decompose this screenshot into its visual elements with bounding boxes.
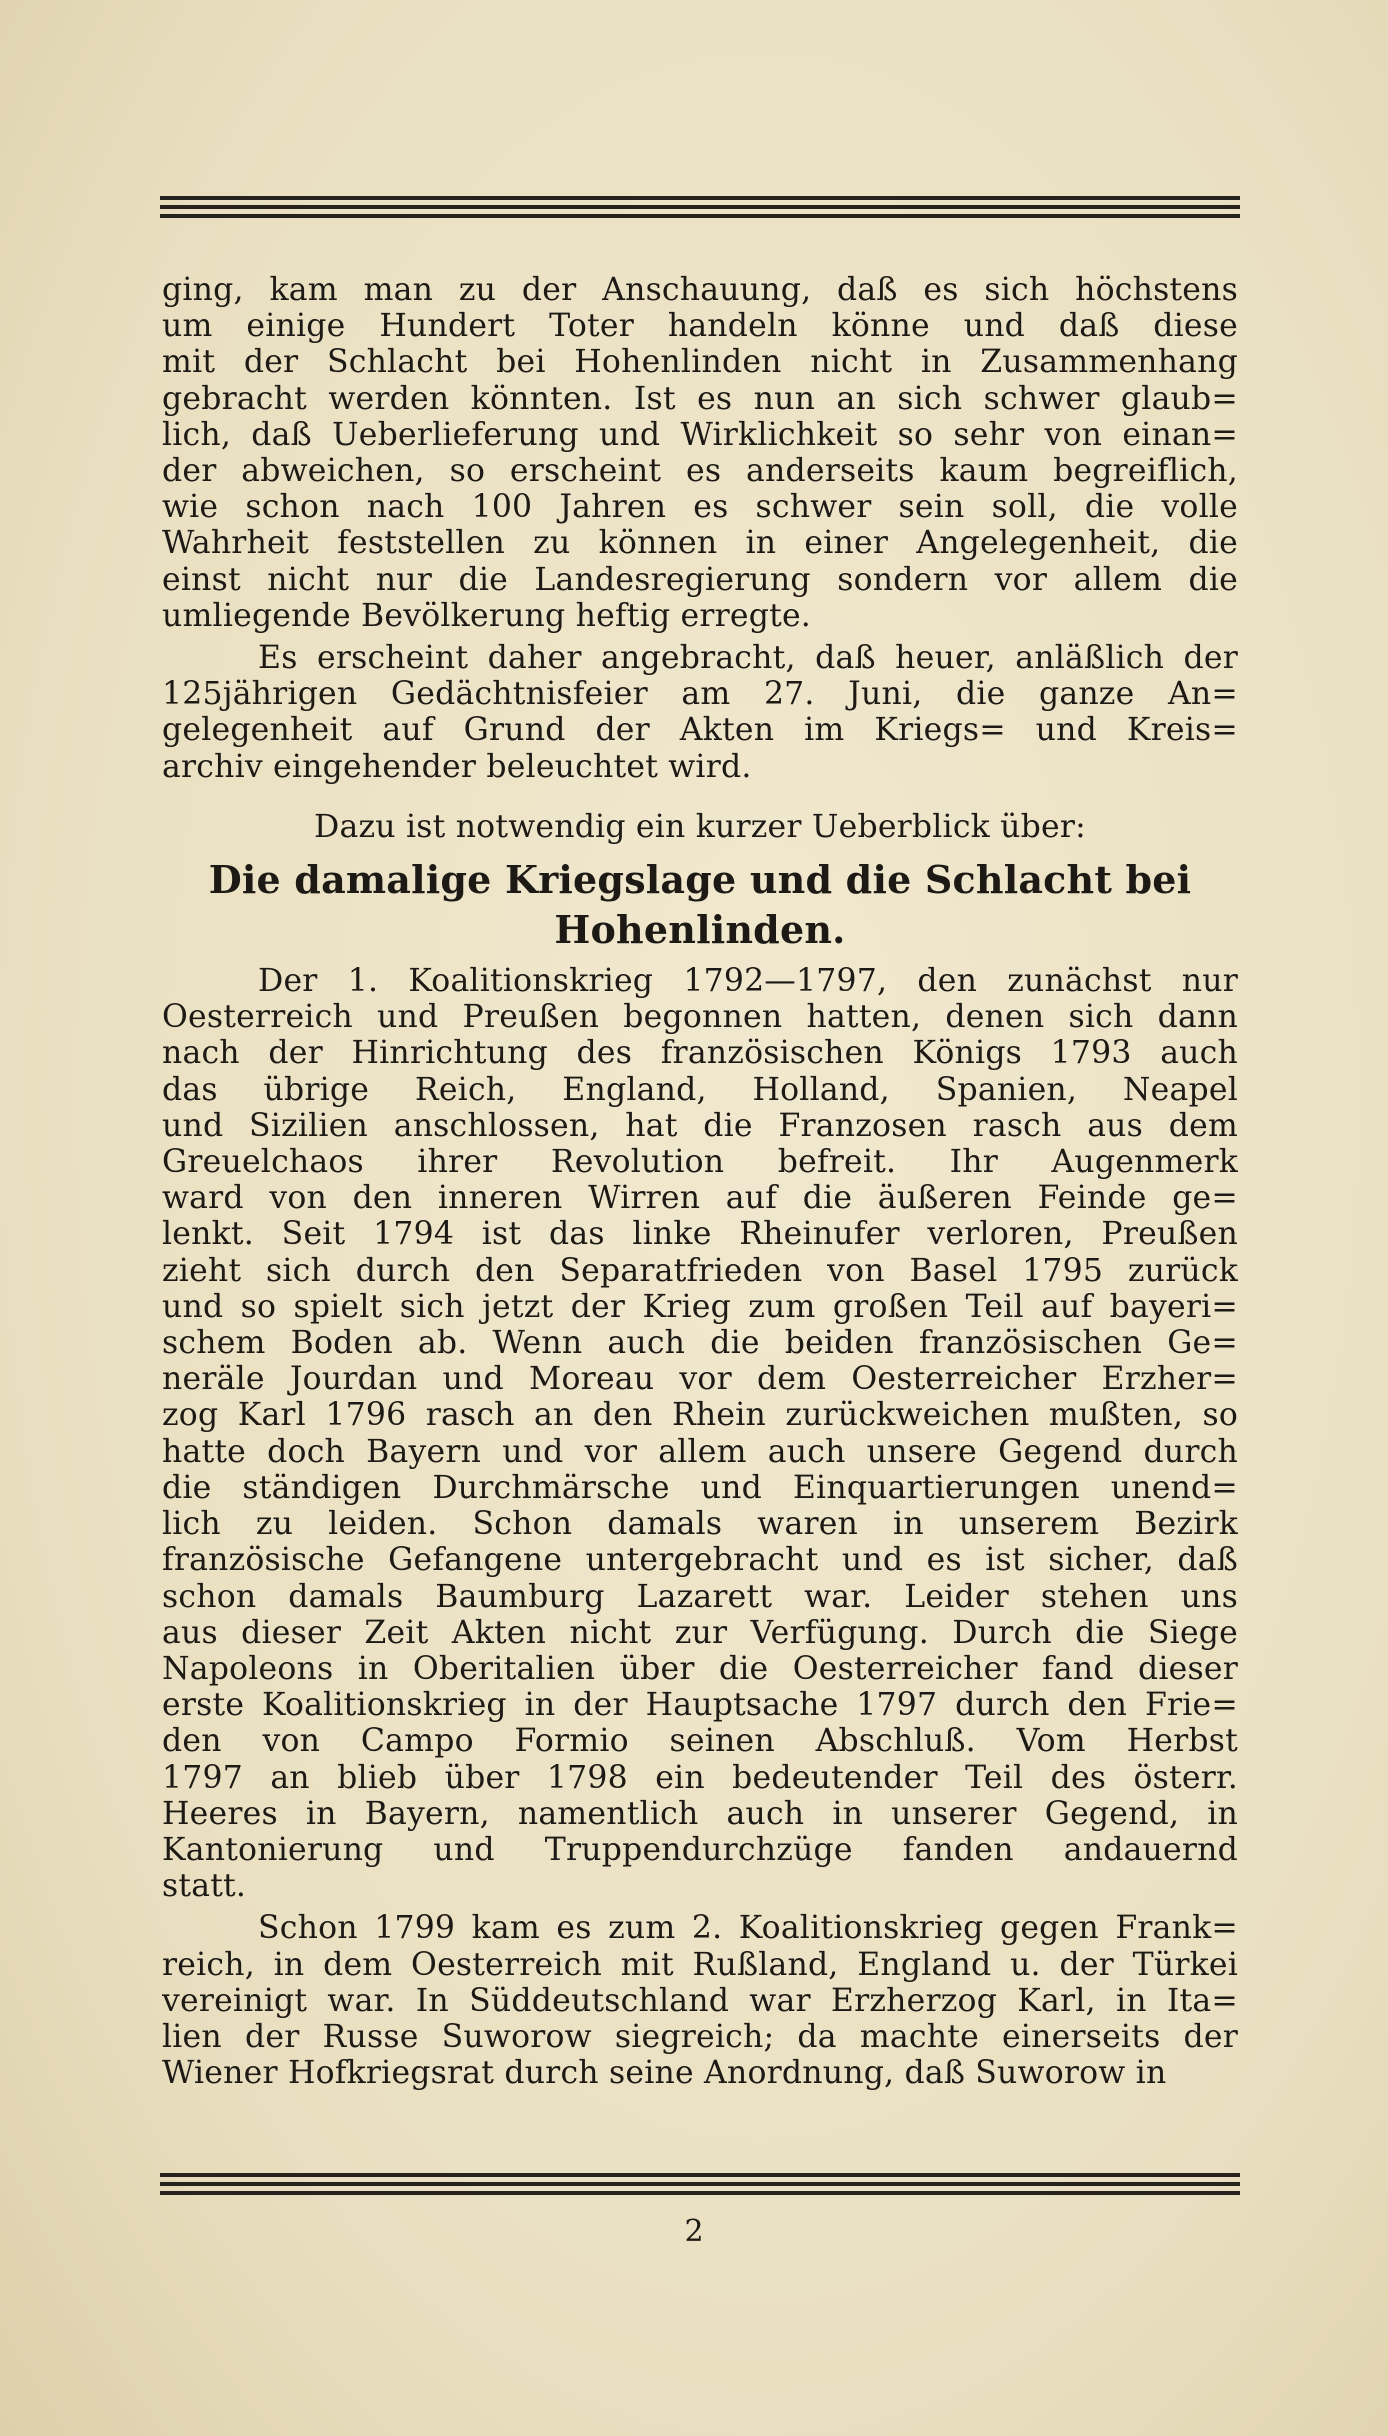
text-line: Wahrheit feststellen zu können in einer Angelegenheit, die xyxy=(162,525,1238,562)
text-line: ging, kam man zu der Anschauung, daß es sich höchstens xyxy=(162,272,1238,308)
text-line: schem Boden ab. Wenn auch die beiden französischen Ge= xyxy=(162,1325,1238,1362)
paragraph xyxy=(162,640,1238,785)
section-heading xyxy=(162,855,1238,955)
text-line: zog Karl 1796 rasch an den Rhein zurückweichen mußten, so xyxy=(162,1397,1238,1434)
heading-line-1: Die damalige Kriegslage und die Schlacht bei xyxy=(208,857,1192,903)
rule-line xyxy=(160,196,1240,200)
text-line: mit der Schlacht bei Hohenlinden nicht in Zusammenhang xyxy=(162,344,1238,381)
text-line: umliegende Bevölkerung heftig erregte. xyxy=(162,597,811,634)
text-line: Es erscheint daher angebracht, daß heuer, anläßlich der xyxy=(258,640,1238,677)
rule-line xyxy=(160,2173,1240,2177)
text-line: um einige Hundert Toter handeln könne und daß diese xyxy=(162,308,1238,345)
text-line: und Sizilien anschlossen, hat die Franzosen rasch aus dem xyxy=(162,1107,1238,1144)
section-lead-in: Dazu ist notwendig ein kurzer Ueberblick über: xyxy=(314,808,1086,845)
rule-line xyxy=(160,205,1240,209)
text-line: gelegenheit auf Grund der Akten im Kriegs= und Kreis= xyxy=(162,712,1238,749)
text-line: lich, daß Ueberlieferung und Wirklichkeit so sehr von einan= xyxy=(162,416,1238,453)
text-line: schon damals Baumburg Lazarett war. Leider stehen uns xyxy=(162,1578,1238,1615)
top-double-rule xyxy=(160,196,1240,223)
heading-line-2: Hohenlinden. xyxy=(554,907,846,953)
rule-line xyxy=(160,2182,1240,2186)
text-line: erste Koalitionskrieg in der Hauptsache 1797 durch den Frie= xyxy=(162,1687,1238,1724)
text-line: neräle Jourdan und Moreau vor dem Oesterreicher Erzher= xyxy=(162,1361,1238,1398)
text-line: Schon 1799 kam es zum 2. Koalitionskrieg gegen Frank= xyxy=(258,1910,1238,1947)
paragraph xyxy=(162,1910,1238,2091)
text-line: und so spielt sich jetzt der Krieg zum großen Teil auf bayeri= xyxy=(162,1288,1238,1325)
text-line: gebracht werden könnten. Ist es nun an sich schwer glaub= xyxy=(162,380,1238,417)
text-line: 1797 an blieb über 1798 ein bedeutender Teil des österr. xyxy=(162,1759,1238,1796)
text-line: einst nicht nur die Landesregierung sondern vor allem die xyxy=(162,561,1238,598)
text-line: lien der Russe Suworow siegreich; da machte einerseits der xyxy=(162,2018,1238,2055)
text-line: statt. xyxy=(162,1868,247,1905)
text-line: aus dieser Zeit Akten nicht zur Verfügung. Durch die Siege xyxy=(162,1614,1238,1651)
text-line: Heeres in Bayern, namentlich auch in unserer Gegend, in xyxy=(162,1795,1238,1832)
page-number: 2 xyxy=(684,2214,704,2249)
rule-line xyxy=(160,214,1240,218)
text-line: reich, in dem Oesterreich mit Rußland, England u. der Türkei xyxy=(162,1946,1238,1983)
paragraph xyxy=(162,272,1238,634)
text-line: nach der Hinrichtung des französischen Königs 1793 auch xyxy=(162,1035,1238,1072)
text-line: das übrige Reich, England, Holland, Spanien, Neapel xyxy=(162,1071,1238,1108)
text-line: Der 1. Koalitionskrieg 1792—1797, den zunächst nur xyxy=(258,963,1238,1000)
text-line: 125jährigen Gedächtnisfeier am 27. Juni, die ganze An= xyxy=(162,676,1238,713)
text-line: französische Gefangene untergebracht und es ist sicher, daß xyxy=(162,1542,1238,1579)
text-line: Wiener Hofkriegsrat durch seine Anordnung, daß Suworow in xyxy=(162,2055,1167,2092)
text-line: vereinigt war. In Süddeutschland war Erzherzog Karl, in Ita= xyxy=(162,1982,1238,2019)
text-line: wie schon nach 100 Jahren es schwer sein soll, die volle xyxy=(162,489,1238,526)
text-line: Kantonierung und Truppendurchzüge fanden andauernd xyxy=(162,1831,1238,1868)
text-line: lenkt. Seit 1794 ist das linke Rheinufer verloren, Preußen xyxy=(162,1216,1238,1253)
text-line: lich zu leiden. Schon damals waren in unserem Bezirk xyxy=(162,1506,1238,1543)
text-line: Greuelchaos ihrer Revolution befreit. Ihr Augenmerk xyxy=(162,1144,1238,1181)
paragraph xyxy=(162,963,1238,1904)
text-line: Napoleons in Oberitalien über die Oesterreicher fand dieser xyxy=(162,1650,1238,1687)
text-line: den von Campo Formio seinen Abschluß. Vom Herbst xyxy=(162,1723,1238,1760)
text-line: ward von den inneren Wirren auf die äußeren Feinde ge= xyxy=(162,1180,1238,1217)
rule-line xyxy=(160,2191,1240,2195)
text-line: zieht sich durch den Separatfrieden von Basel 1795 zurück xyxy=(162,1252,1238,1289)
body-text xyxy=(162,272,1238,2091)
bottom-double-rule xyxy=(160,2173,1240,2200)
text-line: hatte doch Bayern und vor allem auch unsere Gegend durch xyxy=(162,1433,1238,1470)
text-line: archiv eingehender beleuchtet wird. xyxy=(162,748,752,785)
text-line: Oesterreich und Preußen begonnen hatten, denen sich dann xyxy=(162,999,1238,1036)
text-line: die ständigen Durchmärsche und Einquartierungen unend= xyxy=(162,1469,1238,1506)
text-line: der abweichen, so erscheint es anderseits kaum begreiflich, xyxy=(162,453,1238,490)
